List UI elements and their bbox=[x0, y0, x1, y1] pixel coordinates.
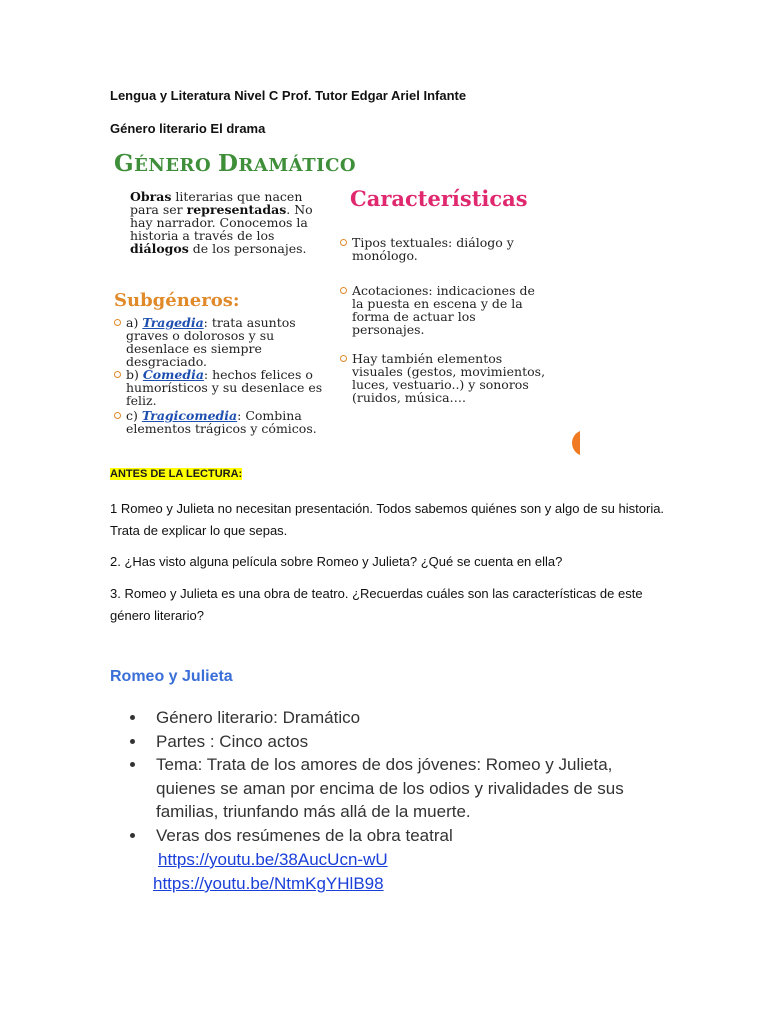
list-item: Género literario: Dramático bbox=[130, 706, 676, 730]
question-2: 2. ¿Has visto alguna película sobre Romeo y Julieta? ¿Qué se cuenta en ella? bbox=[110, 554, 563, 569]
figure-title: GÉNERO DRAMÁTICO bbox=[114, 150, 357, 177]
list-item: Partes : Cinco actos bbox=[130, 730, 676, 754]
antes-heading: ANTES DE LA LECTURA: bbox=[110, 468, 243, 480]
caracteristicas-heading: Características bbox=[350, 186, 528, 211]
bullet-icon bbox=[114, 412, 121, 419]
subgenero-tragedia: a) Tragedia: trata asuntos graves o dolorosos y su desenlace es siempre desgraciado. bbox=[114, 316, 324, 368]
info-list bbox=[130, 706, 676, 847]
bullet-icon bbox=[340, 239, 347, 246]
youtube-link-2[interactable]: https://youtu.be/NtmKgYHlB98 bbox=[153, 874, 384, 893]
bullet-icon bbox=[130, 762, 135, 767]
figure-intro-text: Obras literarias que nacen para ser representadas. No hay narrador. Conocemos la historia a través de los diálogos de los personajes. bbox=[130, 189, 313, 256]
caracteristica-item: Acotaciones: indicaciones de la puesta en escena y de la forma de actuar los personajes. bbox=[340, 284, 550, 336]
bullet-icon bbox=[130, 739, 135, 744]
list-item: Tema: Trata de los amores de dos jóvenes: Romeo y Julieta, quienes se aman por encima de los odios y rivalidades de sus familias, triunfando más allá de la muerte. bbox=[130, 753, 676, 824]
section-title: Romeo y Julieta bbox=[110, 668, 233, 685]
decorative-shape bbox=[572, 430, 580, 456]
question-1: 1 Romeo y Julieta no necesitan presentación. Todos sabemos quiénes son y algo de su historia. Trata de explicar lo que sepas. bbox=[110, 501, 665, 538]
list-item: Veras dos resúmenes de la obra teatral bbox=[130, 824, 676, 848]
subgeneros-heading: Subgéneros: bbox=[114, 290, 240, 311]
subgenero-comedia: b) Comedia: hechos felices o humorísticos y su desenlace es feliz. bbox=[114, 368, 324, 407]
bullet-icon bbox=[114, 371, 121, 378]
bullet-icon bbox=[130, 715, 135, 720]
course-header: Lengua y Literatura Nivel C Prof. Tutor Edgar Ariel Infante bbox=[110, 88, 467, 103]
bullet-icon bbox=[130, 833, 135, 838]
youtube-link-1[interactable]: https://youtu.be/38AucUcn-wU bbox=[158, 850, 388, 869]
caracteristica-item: Hay también elementos visuales (gestos, movimientos, luces, vestuario..) y sonoros (ruidos, música…. bbox=[340, 352, 550, 404]
caracteristica-item: Tipos textuales: diálogo y monólogo. bbox=[340, 236, 550, 262]
genero-dramatico-figure bbox=[110, 150, 580, 460]
question-3: 3. Romeo y Julieta es una obra de teatro. ¿Recuerdas cuáles son las características de este género literario? bbox=[110, 586, 643, 623]
topic-header: Género literario El drama bbox=[110, 121, 266, 136]
bullet-icon bbox=[340, 287, 347, 294]
subgenero-tragicomedia: c) Tragicomedia: Combina elementos trágicos y cómicos. bbox=[114, 409, 324, 435]
bullet-icon bbox=[340, 355, 347, 362]
bullet-icon bbox=[114, 319, 121, 326]
